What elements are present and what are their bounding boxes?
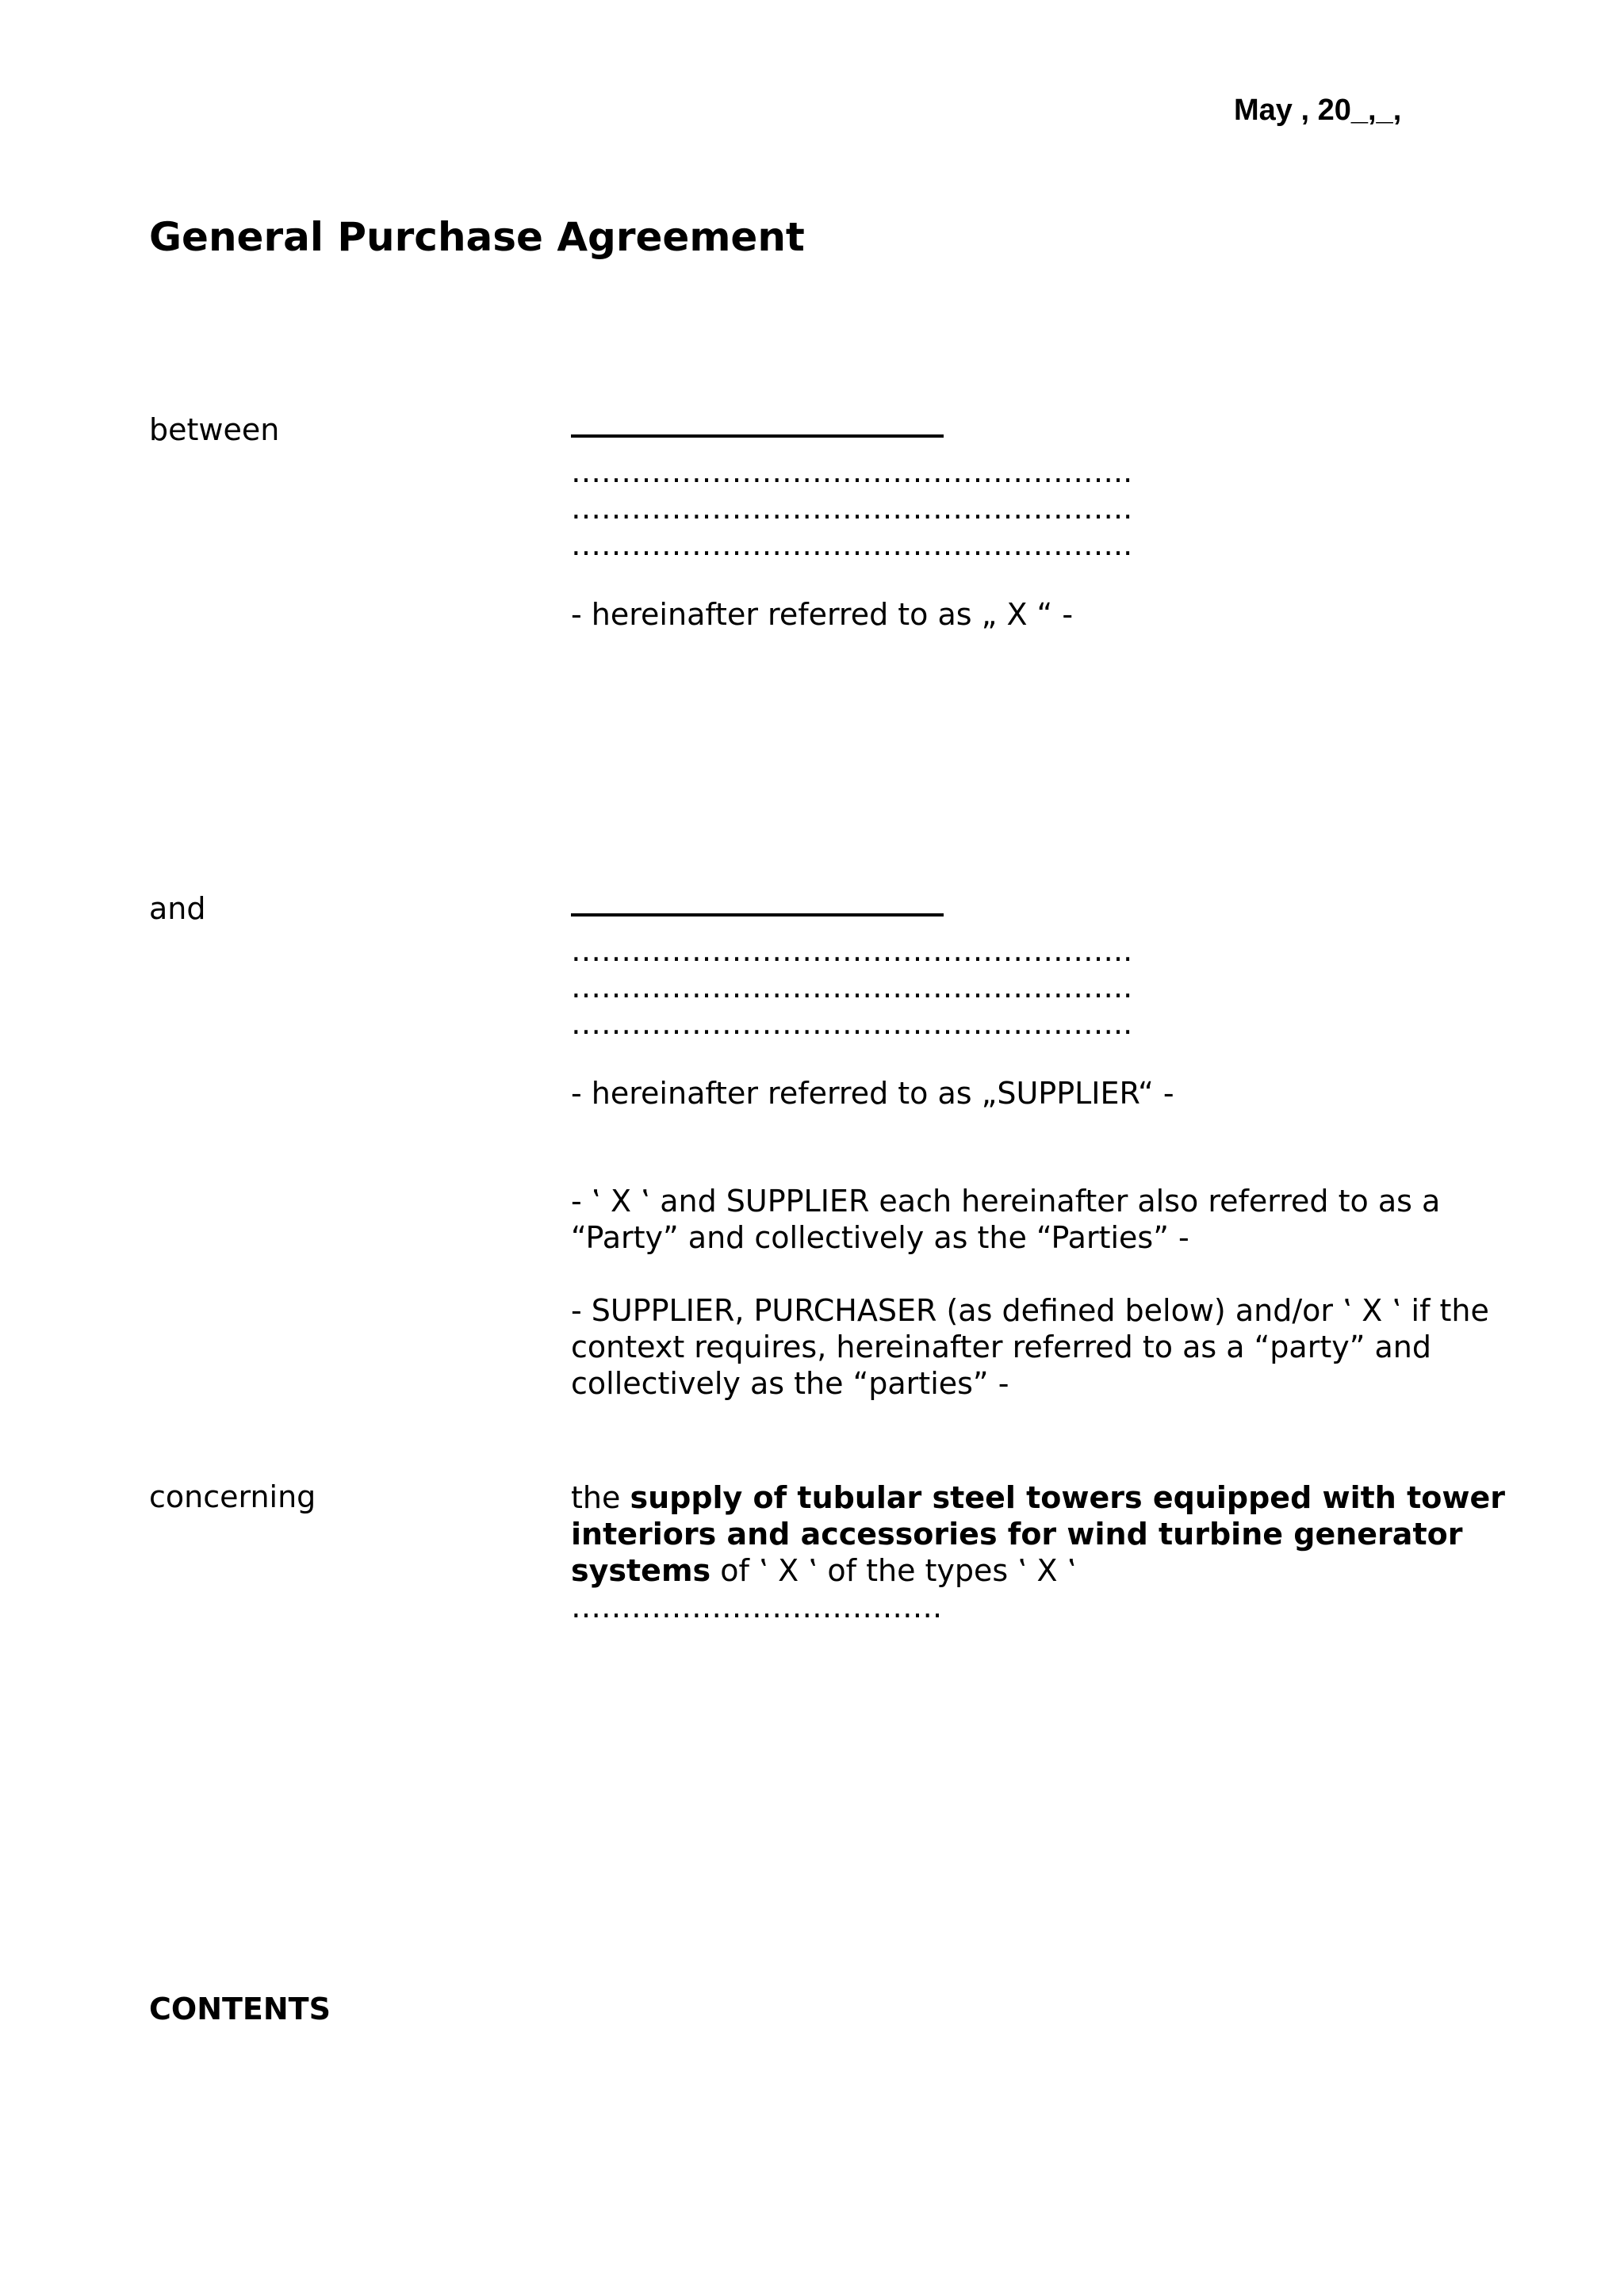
document-date: May , 20_,_, [1234, 94, 1402, 127]
contents-heading: CONTENTS [149, 1992, 331, 2026]
party-supplier-block [571, 913, 1507, 1402]
parties-definition-note: - ‛ X ‛ and SUPPLIER each hereinafter also referred to as a “Party” and collectively as the “Parties” - [571, 1184, 1441, 1255]
concerning-label: concerning [149, 1479, 316, 1514]
party-x-name-line [571, 434, 944, 438]
party-supplier-dots-1: ……………………………………………….. [571, 933, 1133, 968]
and-label: and [149, 891, 206, 926]
concerning-dots: ………………………………. [571, 1590, 943, 1624]
concerning-block [571, 1479, 1507, 1625]
party-supplier-dots-3: ……………………………………………….. [571, 1006, 1133, 1041]
party-x-block [571, 434, 1507, 633]
party-x-dots-1: ……………………………………………….. [571, 454, 1133, 489]
document-title: General Purchase Agreement [149, 214, 805, 260]
party-supplier-referred: - hereinafter referred to as „SUPPLIER“ - [571, 1076, 1174, 1111]
concerning-description [571, 1479, 1507, 1589]
concerning-suffix: of ‛ X ‛ of the types ‛ X ‛ [710, 1553, 1077, 1588]
parties-lowercase-definition-note: - SUPPLIER, PURCHASER (as defined below) and/or ‛ X ‛ if the context requires, hereinafter referred to as a “party” and collectively as the “parties” - [571, 1293, 1489, 1401]
party-x-dots-2: ……………………………………………….. [571, 491, 1133, 526]
concerning-subject: supply of tubular steel towers equipped with tower interiors and accessories for wind turbine generator systems [571, 1480, 1505, 1588]
party-supplier-dots-2: ……………………………………………….. [571, 970, 1133, 1004]
party-x-referred: - hereinafter referred to as „ X “ - [571, 597, 1074, 632]
party-supplier-name-line [571, 913, 944, 916]
between-label: between [149, 412, 280, 447]
party-x-dots-3: ……………………………………………….. [571, 527, 1133, 562]
concerning-prefix: the [571, 1480, 630, 1515]
